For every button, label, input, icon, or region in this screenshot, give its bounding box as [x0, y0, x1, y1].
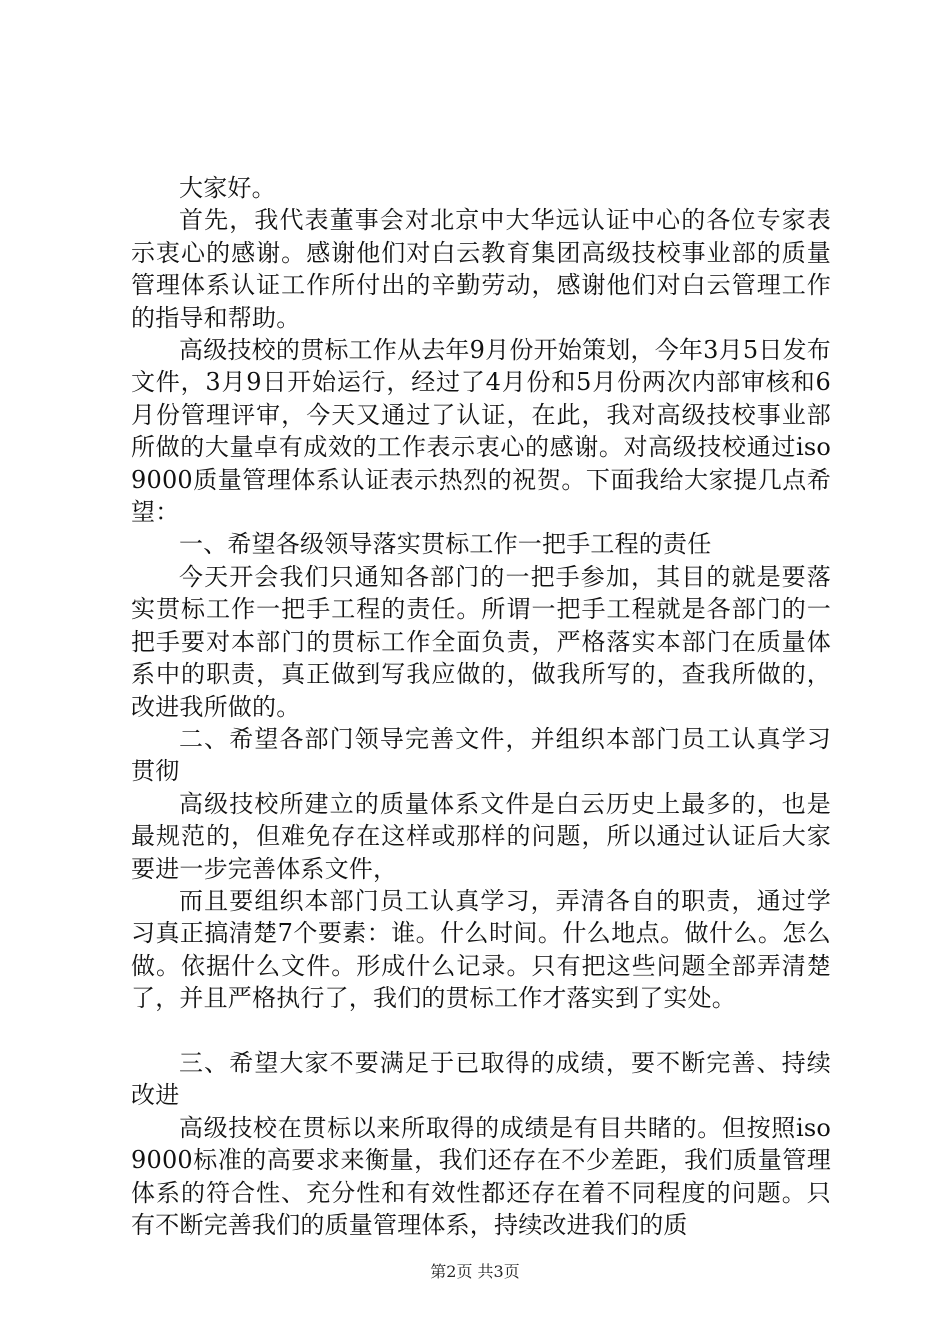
document-body: [131, 172, 831, 1241]
paragraph-history: 高级技校的贯标工作从去年9月份开始策划，今年3月5日发布文件，3月9日开始运行，经过了4月份和5月份两次内部审核和6月份管理评审，今天又通过了认证，在此，我对高级技校事业部所做的大量卓有成效的工作表示衷心的感谢。对高级技校通过iso9000质量管理体系认证表示热烈的祝贺。下面我给大家提几点希望：: [131, 336, 831, 527]
paragraph-greeting: 大家好。: [179, 174, 276, 202]
heading-point-one: 一、希望各级领导落实贯标工作一把手工程的责任: [179, 530, 712, 559]
paragraph-point-two-b: 而且要组织本部门员工认真学习，弄清各自的职责，通过学习真正搞清楚7个要素：谁。什么时间。什么地点。做什么。怎么做。依据什么文件。形成什么记录。只有把这些问题全部弄清楚了，并且严格执行了，我们的贯标工作才落实到了实处。: [131, 886, 831, 1013]
paragraph-point-three: 高级技校在贯标以来所取得的成绩是有目共睹的。但按照iso9000标准的高要求来衡量，我们还存在不少差距，我们质量管理体系的符合性、充分性和有效性都还存在着不同程度的问题。只有不断完善我们的质量管理体系，持续改进我们的质: [131, 1113, 831, 1239]
heading-point-two: 二、希望各部门领导完善文件，并组织本部门员工认真学习贯彻: [131, 724, 831, 786]
paragraph-point-one: 今天开会我们只通知各部门的一把手参加，其目的就是要落实贯标工作一把手工程的责任。所谓一把手工程就是各部门的一把手要对本部门的贯标工作全面负责，严格落实本部门在质量体系中的职责，真正做到写我应做的，做我所写的，查我所做的，改进我所做的。: [131, 562, 831, 721]
heading-point-three: 三、希望大家不要满足于已取得的成绩，要不断完善、持续改进: [131, 1048, 831, 1110]
paragraph-point-two-a: 高级技校所建立的质量体系文件是白云历史上最多的，也是最规范的，但难免存在这样或那样的问题，所以通过认证后大家要进一步完善体系文件，: [131, 789, 831, 883]
page-footer: 第2页 共3页: [430, 1262, 520, 1281]
blank-line: [131, 1015, 831, 1047]
paragraph-thanks: 首先，我代表董事会对北京中大华远认证中心的各位专家表示衷心的感谢。感谢他们对白云教育集团高级技校事业部的质量管理体系认证工作所付出的辛勤劳动，感谢他们对白云管理工作的指导和帮助。: [131, 206, 831, 332]
